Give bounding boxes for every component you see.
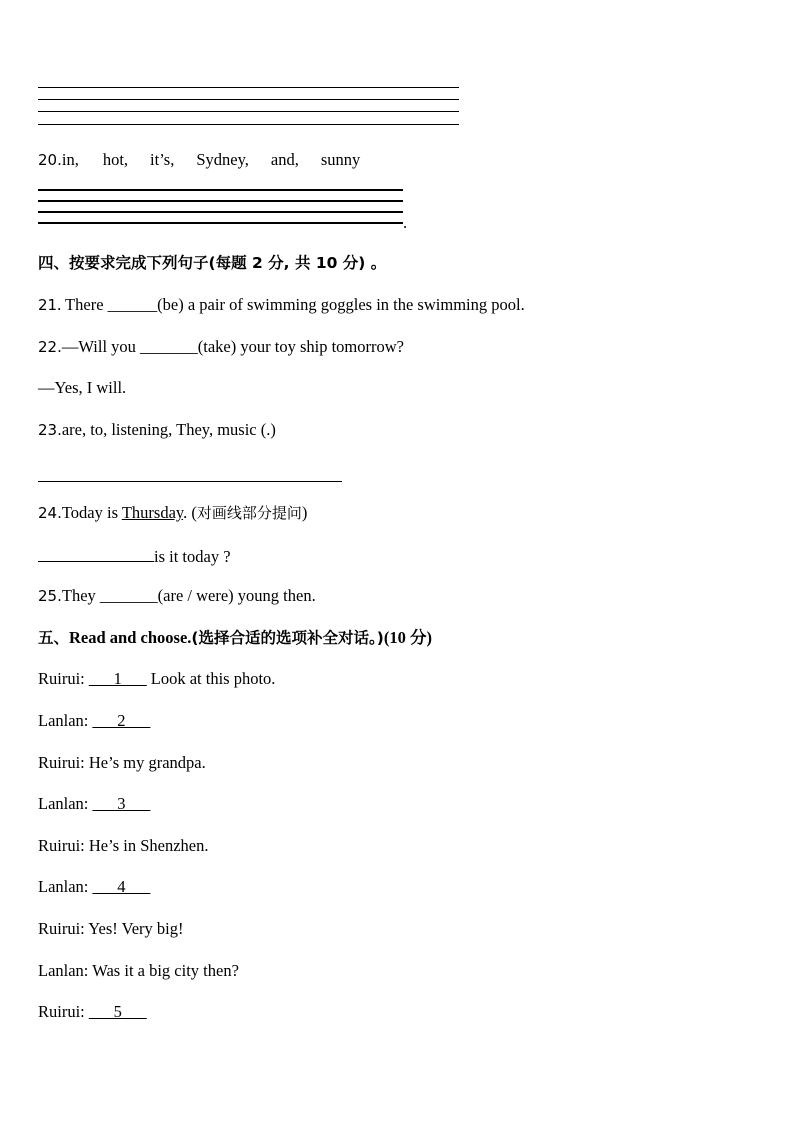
- question-number: 24.: [38, 504, 62, 522]
- word: Sydney,: [196, 150, 249, 169]
- section-prefix: 五、: [38, 629, 70, 647]
- question-23: [38, 420, 276, 440]
- dialogue-line: [38, 836, 209, 856]
- section-5-heading: [38, 628, 432, 648]
- question-text: They: [61, 586, 100, 605]
- question-text: Today is: [61, 503, 122, 522]
- question-number: 23.: [38, 421, 62, 439]
- question-text: (take) your toy ship tomorrow?: [197, 337, 404, 356]
- dialogue-line: [38, 1002, 147, 1022]
- dialogue-blank[interactable]: ___3___: [92, 794, 151, 813]
- answer-line-23[interactable]: [38, 481, 342, 482]
- section-score: (10 分): [383, 628, 432, 647]
- dialogue-blank[interactable]: ___1___: [88, 669, 147, 688]
- answer-blank[interactable]: [38, 545, 154, 562]
- answer-line-4[interactable]: [38, 124, 459, 125]
- question-20: [38, 150, 360, 170]
- answer-line-20-4[interactable]: [38, 222, 403, 224]
- dialogue-text: Yes! Very big!: [84, 919, 184, 938]
- dialogue-blank[interactable]: ___2___: [92, 711, 151, 730]
- speaker: Lanlan:: [38, 794, 89, 813]
- word: sunny: [320, 150, 361, 169]
- word: in,: [61, 150, 79, 169]
- question-22-reply: —Yes, I will.: [38, 378, 127, 397]
- dialogue-line: [38, 919, 183, 939]
- question-25: [38, 586, 316, 606]
- answer-line-1[interactable]: [38, 87, 459, 88]
- speaker: Ruirui:: [38, 836, 85, 855]
- question-text: . (: [183, 503, 197, 522]
- answer-line-2[interactable]: [38, 99, 459, 100]
- question-number: 21: [38, 296, 58, 314]
- question-text: —Will you: [61, 337, 141, 356]
- dialogue-line: [38, 877, 150, 897]
- dialogue-line: [38, 669, 275, 689]
- dialogue-line: [38, 794, 150, 814]
- dialogue-blank[interactable]: ___5___: [88, 1002, 147, 1021]
- question-text: (are / were) young then.: [157, 586, 316, 605]
- question-21: [38, 295, 525, 315]
- question-number: 22.: [38, 338, 62, 356]
- fill-blank[interactable]: ______: [107, 295, 158, 314]
- speaker: Ruirui:: [38, 753, 85, 772]
- word: hot,: [102, 150, 129, 169]
- fill-blank[interactable]: _______: [99, 586, 158, 605]
- answer-line-3[interactable]: [38, 111, 459, 112]
- question-text: are, to, listening, They, music (.): [61, 420, 276, 439]
- end-period: .: [403, 213, 408, 232]
- speaker: Ruirui:: [38, 1002, 85, 1021]
- question-24-answer: [38, 545, 231, 567]
- speaker: Ruirui:: [38, 919, 85, 938]
- dialogue-blank[interactable]: ___4___: [92, 877, 151, 896]
- answer-line-20-3[interactable]: [38, 211, 403, 213]
- question-text: (be) a pair of swimming goggles in the swimming pool.: [157, 295, 525, 314]
- dialogue-text: Was it a big city then?: [88, 961, 239, 980]
- question-text: is it today ?: [154, 547, 231, 566]
- instruction-text: 对画线部分提问: [196, 504, 302, 522]
- speaker: Lanlan:: [38, 877, 89, 896]
- dialogue-text: He’s my grandpa.: [84, 753, 206, 772]
- question-text: ): [301, 503, 308, 522]
- question-number: 20.: [38, 151, 62, 169]
- fill-blank[interactable]: _______: [140, 337, 198, 356]
- question-text: . There: [57, 295, 104, 314]
- word: it’s,: [150, 150, 175, 169]
- section-title: Read and choose.: [69, 628, 192, 647]
- section-instruction: (选择合适的选项补全对话。): [191, 629, 384, 647]
- word: and,: [270, 150, 299, 169]
- answer-line-20-2[interactable]: [38, 200, 403, 202]
- question-22: [38, 337, 404, 357]
- speaker: Lanlan:: [38, 961, 89, 980]
- dialogue-text: He’s in Shenzhen.: [84, 836, 209, 855]
- answer-line-20-1[interactable]: [38, 189, 403, 191]
- dialogue-line: [38, 753, 206, 773]
- question-24: [38, 503, 307, 523]
- underlined-word: Thursday: [121, 503, 184, 522]
- speaker: Lanlan:: [38, 711, 89, 730]
- dialogue-line: [38, 711, 150, 731]
- section-4-heading: 四、按要求完成下列句子(每题 2 分, 共 10 分) 。: [38, 254, 387, 272]
- dialogue-text: Look at this photo.: [146, 669, 276, 688]
- dialogue-line: [38, 961, 239, 981]
- question-number: 25.: [38, 587, 62, 605]
- speaker: Ruirui:: [38, 669, 85, 688]
